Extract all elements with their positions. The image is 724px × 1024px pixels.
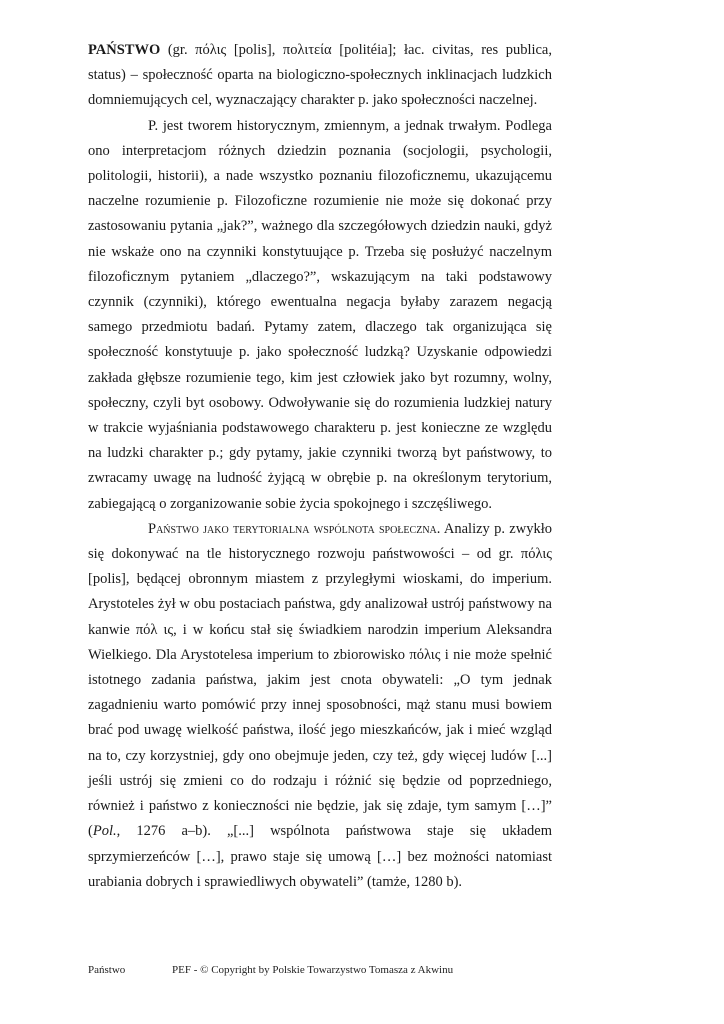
footer-entry-label: Państwo [88, 964, 126, 976]
footer-copyright: PEF - © Copyright by Polskie Towarzystwo Tomasza z Akwinu [172, 964, 454, 976]
paragraph-text-part-b: , 1276 a–b). „[...] wspólnota państwowa staje się układem sprzymierzeńców […], prawo staje się umową […] bez możności natomiast urabiania dobrych i sprawiedliwych obywateli” (tamże, 1280 b). [88, 823, 552, 890]
entry-definition-paragraph [88, 38, 552, 114]
paragraph-historical-nature: P. jest tworem historycznym, zmiennym, a jednak trwałym. Podlega ono interpretacjom różnych dziedzin poznania (socjologii, psychologii, politologii, historii), a nade wszystko poznaniu filozoficznemu, ukazującemu naczelne rozumienie p. Filozoficzne rozumienie nie może się dokonać przy zastosowaniu pytania „jak?”, ważnego dla szczegółowych dziedzin nauki, gdyż nie wskaże ono na czynniki konstytuujące p. Trzeba się posłużyć naczelnym filozoficznym pytaniem „dlaczego?”, wskazującym na taki podstawowy czynnik (czynniki), którego ewentualna negacja byłaby zarazem negacją samego przedmiotu badań. Pytamy zatem, dlaczego tak organizująca się społeczność konstytuuje p. jako społeczność ludzką? Uzyskanie odpowiedzi zakłada głębsze rozumienie tego, kim jest człowiek jako byt rozumny, wolny, społeczny, czyli byt osobowy. Odwoływanie się do rozumienia ludzkiej natury w trakcie wyjaśniania podstawowego charakteru p. jest konieczne ze względu na ludzki charakter p.; gdy pytamy, jakie czynniki tworzą byt państwowy, to zwracamy uwagę na ludność żyjącą w obrębie p. na określonym terytorium, zabiegającą o zorganizowanie sobie życia spokojnego i szczęśliwego. [88, 117, 552, 512]
citation-title: Pol. [92, 823, 117, 840]
entry-intro-text: (gr. πόλις [polis], πολιτεία [politéia]; łac. civitas, res publica, status) – społeczność oparta na biologiczno-społecznych inklinacjach ludzkich domniemujących cel, wyznaczający charakter p. jako społeczności naczelnej. [88, 42, 552, 109]
entry-headword: PAŃSTWO [88, 42, 161, 58]
section-heading: Państwo jako terytorialna wspólnota społeczna [148, 520, 437, 537]
paragraph-text-part-a: . Analizy p. zwykło się dokonywać na tle historycznego rozwoju państwowości – od gr. πόλις [polis], będącej obronnym miastem z przyległymi wioskami, do imperium. Arystoteles żył w obu postaciach państwa, gdy analizował ustrój państwowy na kanwie πόλ ις, i w końcu stał się świadkiem narodzin imperium Aleksandra Wielkiego. Dla Arystotelesa imperium to zbiorowisko πόλις i nie może spełnić istotnego zadania państwa, jakim jest cnota obywateli: „O tym jednak zagadnieniu warto pomówić przy innej sposobności, mąż stanu musi bowiem brać pod uwagę wielkość państwa, ilość jego mieszkańców, jak i mieć wzgląd na to, czy korzystniej, gdy ono obejmuje jeden, czy też, gdy więcej ludów [...] jeśli ustrój się zmieni co do rodzaju i różnić się będzie od poprzedniego, również i państwo z konieczności nie będzie, jak się zdaje, tym samym […]” ( [88, 520, 552, 840]
page-footer [88, 963, 454, 977]
article-body [88, 38, 552, 895]
paragraph-territorial-community [88, 517, 552, 895]
